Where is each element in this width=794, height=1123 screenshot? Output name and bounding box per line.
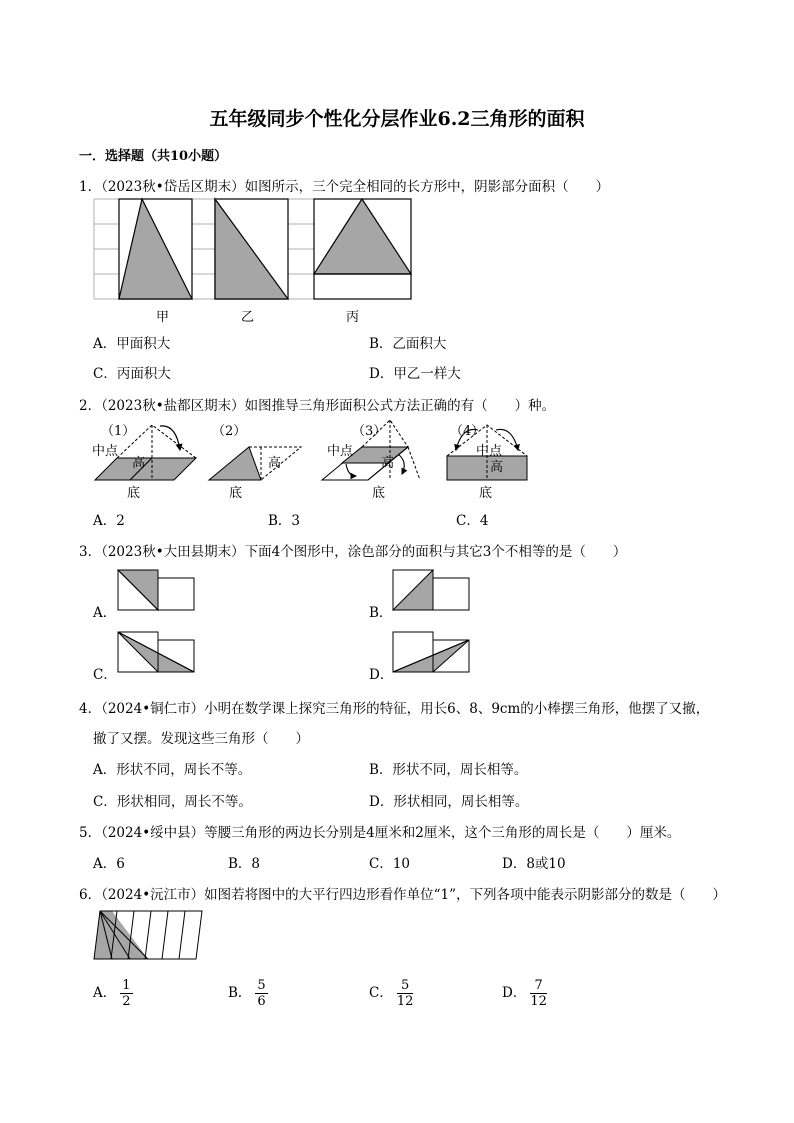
question-2-option-b[interactable]: B．3 xyxy=(268,513,301,529)
question-1-option-d[interactable]: D．甲乙一样大 xyxy=(369,366,461,382)
figure-number-4: （4） xyxy=(450,424,485,439)
label-height-1: 高 xyxy=(132,456,146,471)
question-3-option-c[interactable]: C． xyxy=(93,667,117,683)
label-height-2: 高 xyxy=(268,456,282,471)
question-3-figure-d xyxy=(393,632,473,677)
question-2-stem: 2．（2023秋•盐都区期末）如图推导三角形面积公式方法正确的有（ ）种。 xyxy=(79,398,556,414)
fraction-d-denominator: 12 xyxy=(530,994,547,1009)
question-4-option-a[interactable]: A．形状不同，周长不等。 xyxy=(93,762,252,778)
label-base-3: 底 xyxy=(372,486,386,501)
question-3-figure-a xyxy=(118,570,198,615)
question-4-option-b[interactable]: B．形状不同，周长相等。 xyxy=(369,762,528,778)
question-2-figure xyxy=(90,420,540,485)
question-3-figure-c xyxy=(118,632,198,677)
fraction-b-denominator: 6 xyxy=(257,994,266,1009)
fraction-b xyxy=(255,978,267,1009)
question-6-figure xyxy=(94,911,204,963)
label-base-4: 底 xyxy=(479,486,493,501)
question-3-option-b[interactable]: B． xyxy=(369,605,393,621)
question-2-option-c[interactable]: C．4 xyxy=(456,513,489,529)
option-b-letter: B． xyxy=(228,985,252,1001)
question-6-option-d[interactable] xyxy=(502,978,547,1009)
fraction-c-denominator: 12 xyxy=(396,994,414,1009)
question-1-stem: 1．（2023秋•岱岳区期末）如图所示，三个完全相同的长方形中，阴影部分面积（ ） xyxy=(79,179,610,195)
fraction-d xyxy=(530,978,547,1009)
question-6-stem: 6．（2024•沅江市）如图若将图中的大平行四边形看作单位“1”，下列各项中能表示阴影部分的数是（ ） xyxy=(79,887,727,903)
option-d-letter: D． xyxy=(502,985,527,1001)
figure-number-3: （3） xyxy=(352,424,387,439)
label-midpoint-1: 中点 xyxy=(92,444,119,459)
question-5-option-b[interactable]: B．8 xyxy=(228,856,261,872)
figure-label-bing: 丙 xyxy=(346,310,360,325)
figure-label-yi: 乙 xyxy=(241,310,255,325)
figure-number-1: （1） xyxy=(101,424,136,439)
page-title: 五年级同步个性化分层作业6.2三角形的面积 xyxy=(209,108,585,130)
label-height-3: 高 xyxy=(381,456,395,471)
question-3-option-d[interactable]: D． xyxy=(369,667,394,683)
question-4-option-c[interactable]: C．形状相同，周长不等。 xyxy=(93,794,252,810)
question-2-option-a[interactable]: A．2 xyxy=(93,513,125,529)
question-3-option-a[interactable]: A． xyxy=(93,605,117,621)
question-3-figure-b xyxy=(393,570,473,615)
fraction-d-numerator: 7 xyxy=(530,978,547,994)
question-6-option-c[interactable] xyxy=(369,978,413,1009)
label-midpoint-3: 中点 xyxy=(327,444,354,459)
option-c-letter: C． xyxy=(369,985,393,1001)
label-height-4: 高 xyxy=(490,460,504,475)
label-base-2: 底 xyxy=(229,486,243,501)
question-4-stem-line2: 撤了又摆。发现这些三角形（ ） xyxy=(93,731,309,747)
question-6-option-a[interactable] xyxy=(93,978,133,1009)
question-6-option-b[interactable] xyxy=(228,978,268,1009)
section-heading: 一．选择题（共10小题） xyxy=(79,149,228,164)
question-3-stem: 3．（2023秋•大田县期末）下面4个图形中，涂色部分的面积与其它3个不相等的是（ ） xyxy=(79,544,627,560)
figure-label-jia: 甲 xyxy=(156,310,170,325)
question-5-option-c[interactable]: C．10 xyxy=(369,856,411,872)
fraction-a-denominator: 2 xyxy=(122,994,131,1009)
question-5-option-a[interactable]: A．6 xyxy=(93,856,125,872)
option-a-letter: A． xyxy=(93,985,117,1001)
question-5-option-d[interactable]: D．8或10 xyxy=(502,856,566,872)
question-4-stem-line1: 4．（2024•铜仁市）小明在数学课上探究三角形的特征，用长6、8、9cm的小棒摆三角形，他摆了又撤， xyxy=(79,701,710,717)
fraction-c-numerator: 5 xyxy=(397,978,414,994)
question-1-figure xyxy=(94,199,414,303)
question-5-stem: 5．（2024•绥中县）等腰三角形的两边长分别是4厘米和2厘米，这个三角形的周长是（ ）厘米。 xyxy=(79,825,681,841)
label-base-1: 底 xyxy=(127,486,141,501)
question-1-option-a[interactable]: A．甲面积大 xyxy=(93,336,171,352)
fraction-c xyxy=(397,978,414,1009)
question-1-option-b[interactable]: B．乙面积大 xyxy=(369,336,447,352)
figure-number-2: （2） xyxy=(212,424,247,439)
label-midpoint-4: 中点 xyxy=(476,444,503,459)
fraction-a-numerator: 1 xyxy=(122,978,131,993)
fraction-a xyxy=(120,978,132,1009)
question-1-option-c[interactable]: C．丙面积大 xyxy=(93,366,171,382)
fraction-b-numerator: 5 xyxy=(257,978,266,993)
question-4-option-d[interactable]: D．形状相同，周长相等。 xyxy=(369,794,529,810)
